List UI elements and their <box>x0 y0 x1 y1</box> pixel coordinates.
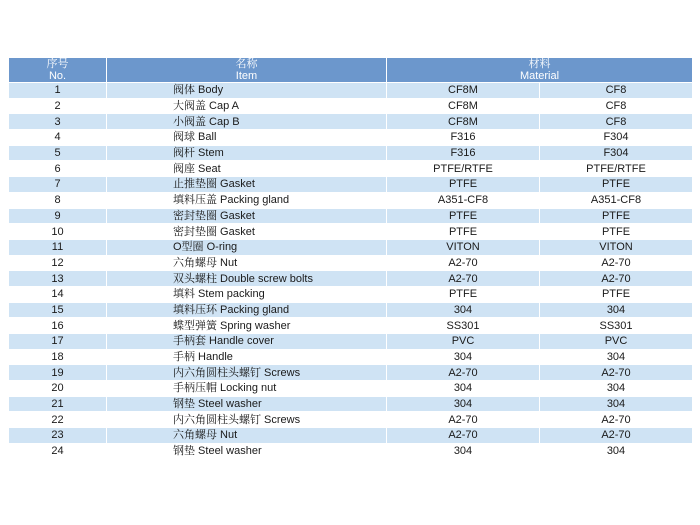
material-option-2: SS301 <box>540 318 692 333</box>
material-option-2: A2-70 <box>540 271 692 286</box>
part-number: 21 <box>9 397 106 412</box>
material-option-1: F316 <box>387 146 539 161</box>
header-item-cn: 名称 <box>235 58 258 70</box>
material-option-1: F316 <box>387 130 539 145</box>
table-row <box>9 209 692 224</box>
table-row <box>9 99 692 114</box>
part-item: 双头螺柱 Double screw bolts <box>107 271 386 286</box>
part-item: 六角螺母 Nut <box>107 256 386 271</box>
table-row <box>9 287 692 302</box>
material-option-1: PTFE <box>387 209 539 224</box>
header-item-en: Item <box>235 70 258 82</box>
part-number: 3 <box>9 114 106 129</box>
part-number: 4 <box>9 130 106 145</box>
material-option-2: F304 <box>540 130 692 145</box>
part-number: 22 <box>9 412 106 427</box>
header-no-en: No. <box>48 70 67 82</box>
material-option-1: CF8M <box>387 83 539 98</box>
material-option-2: PTFE <box>540 287 692 302</box>
material-option-1: 304 <box>387 397 539 412</box>
part-number: 18 <box>9 350 106 365</box>
header-material-en: Material <box>519 70 560 82</box>
material-option-1: PTFE/RTFE <box>387 161 539 176</box>
part-item: 密封垫圈 Gasket <box>107 209 386 224</box>
table-row <box>9 318 692 333</box>
parts-material-table <box>8 57 693 460</box>
table-row <box>9 146 692 161</box>
material-option-2: VITON <box>540 240 692 255</box>
material-option-1: A2-70 <box>387 428 539 443</box>
material-option-1: CF8M <box>387 114 539 129</box>
material-option-2: A2-70 <box>540 412 692 427</box>
part-item: 内六角圆柱头螺钉 Screws <box>107 365 386 380</box>
part-item: 手柄套 Handle cover <box>107 334 386 349</box>
part-number: 10 <box>9 224 106 239</box>
part-item: 密封垫圈 Gasket <box>107 224 386 239</box>
table-row <box>9 397 692 412</box>
part-item: 阀体 Body <box>107 83 386 98</box>
material-option-1: 304 <box>387 350 539 365</box>
material-option-2: A2-70 <box>540 365 692 380</box>
material-option-1: A2-70 <box>387 365 539 380</box>
part-item: 阀球 Ball <box>107 130 386 145</box>
material-option-1: A2-70 <box>387 271 539 286</box>
table-row <box>9 334 692 349</box>
material-option-2: CF8 <box>540 83 692 98</box>
part-number: 16 <box>9 318 106 333</box>
table-row <box>9 256 692 271</box>
material-option-2: 304 <box>540 381 692 396</box>
part-item: 填料压盖 Packing gland <box>107 193 386 208</box>
part-item: 手柄 Handle <box>107 350 386 365</box>
part-item: 大阀盖 Cap A <box>107 99 386 114</box>
table-row <box>9 177 692 192</box>
table-header-row <box>9 58 692 82</box>
material-option-1: 304 <box>387 381 539 396</box>
material-option-1: PVC <box>387 334 539 349</box>
material-option-2: A2-70 <box>540 256 692 271</box>
material-option-1: A2-70 <box>387 256 539 271</box>
material-option-2: F304 <box>540 146 692 161</box>
material-option-2: PVC <box>540 334 692 349</box>
part-number: 12 <box>9 256 106 271</box>
part-number: 11 <box>9 240 106 255</box>
material-option-1: A2-70 <box>387 412 539 427</box>
material-option-2: 304 <box>540 350 692 365</box>
table-row <box>9 428 692 443</box>
part-item: 钢垫 Steel washer <box>107 444 386 459</box>
material-option-1: 304 <box>387 303 539 318</box>
header-item <box>107 58 386 82</box>
table-row <box>9 271 692 286</box>
table-row <box>9 114 692 129</box>
material-option-2: PTFE <box>540 209 692 224</box>
material-option-2: CF8 <box>540 99 692 114</box>
part-number: 2 <box>9 99 106 114</box>
material-option-2: A351-CF8 <box>540 193 692 208</box>
part-number: 20 <box>9 381 106 396</box>
part-item: 内六角圆柱头螺钉 Screws <box>107 412 386 427</box>
material-option-2: PTFE <box>540 224 692 239</box>
part-number: 5 <box>9 146 106 161</box>
material-option-1: 304 <box>387 444 539 459</box>
material-option-2: CF8 <box>540 114 692 129</box>
part-item: 阀杆 Stem <box>107 146 386 161</box>
part-number: 6 <box>9 161 106 176</box>
material-option-2: 304 <box>540 303 692 318</box>
material-option-2: 304 <box>540 397 692 412</box>
table-row <box>9 365 692 380</box>
table-row <box>9 224 692 239</box>
header-material-cn: 材料 <box>528 58 551 70</box>
table-row <box>9 444 692 459</box>
part-item: 阀座 Seat <box>107 161 386 176</box>
material-option-1: PTFE <box>387 224 539 239</box>
table-row <box>9 350 692 365</box>
table-row <box>9 83 692 98</box>
part-number: 13 <box>9 271 106 286</box>
part-number: 9 <box>9 209 106 224</box>
table-row <box>9 303 692 318</box>
material-option-2: PTFE <box>540 177 692 192</box>
part-item: 六角螺母 Nut <box>107 428 386 443</box>
part-number: 23 <box>9 428 106 443</box>
part-number: 15 <box>9 303 106 318</box>
part-item: 手柄压帽 Locking nut <box>107 381 386 396</box>
part-number: 8 <box>9 193 106 208</box>
part-item: 小阀盖 Cap B <box>107 114 386 129</box>
part-item: O型圈 O-ring <box>107 240 386 255</box>
table-row <box>9 240 692 255</box>
header-material <box>387 58 692 82</box>
material-option-2: 304 <box>540 444 692 459</box>
table-row <box>9 412 692 427</box>
part-item: 钢垫 Steel washer <box>107 397 386 412</box>
material-option-1: SS301 <box>387 318 539 333</box>
table-row <box>9 161 692 176</box>
part-item: 蝶型弹簧 Spring washer <box>107 318 386 333</box>
table-row <box>9 130 692 145</box>
part-item: 填料压环 Packing gland <box>107 303 386 318</box>
part-number: 7 <box>9 177 106 192</box>
material-option-1: PTFE <box>387 177 539 192</box>
table-row <box>9 381 692 396</box>
part-number: 1 <box>9 83 106 98</box>
material-option-2: PTFE/RTFE <box>540 161 692 176</box>
material-option-1: CF8M <box>387 99 539 114</box>
material-option-1: PTFE <box>387 287 539 302</box>
table-row <box>9 193 692 208</box>
material-option-2: A2-70 <box>540 428 692 443</box>
part-number: 24 <box>9 444 106 459</box>
header-no <box>9 58 106 82</box>
part-number: 17 <box>9 334 106 349</box>
part-number: 19 <box>9 365 106 380</box>
part-item: 止推垫圈 Gasket <box>107 177 386 192</box>
material-option-1: A351-CF8 <box>387 193 539 208</box>
header-no-cn: 序号 <box>46 58 69 70</box>
part-item: 填料 Stem packing <box>107 287 386 302</box>
material-option-1: VITON <box>387 240 539 255</box>
part-number: 14 <box>9 287 106 302</box>
